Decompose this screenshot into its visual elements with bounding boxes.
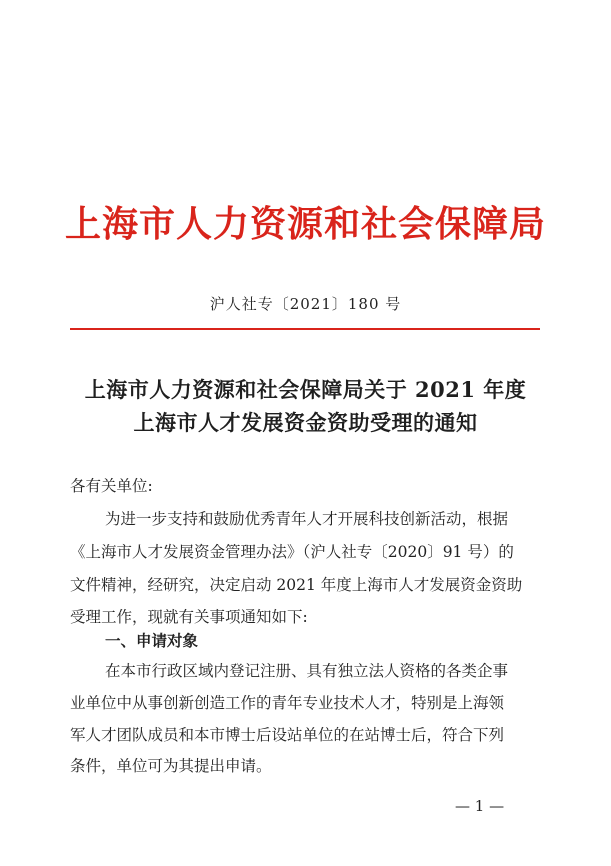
paragraph-2-line: 条件，单位可为其提出申请。 (70, 757, 272, 775)
paragraph-1-line: 《上海市人才发展资金管理办法》（沪人社专〔2020〕91 号）的 (70, 543, 514, 561)
paragraph-1-line: 文件精神，经研究，决定启动 2021 年度上海市人才发展资金资助 (70, 576, 523, 594)
page-number: — 1 — (455, 797, 505, 815)
document-number: 沪人社专〔2021〕180 号 (209, 295, 402, 313)
paragraph-2-line: 在本市行政区域内登记注册、具有独立法人资格的各类企事 (105, 662, 509, 680)
paragraph-1-line: 受理工作，现就有关事项通知如下: (70, 608, 308, 626)
section-heading: 一、申请对象 (105, 632, 199, 650)
document-title-line-1: 上海市人力资源和社会保障局关于 2021 年度 (84, 377, 527, 402)
paragraph-1-line: 为进一步支持和鼓励优秀青年人才开展科技创新活动，根据 (105, 510, 509, 528)
issuer-header: 上海市人力资源和社会保障局 (64, 203, 546, 245)
document-title-line-2: 上海市人才发展资金资助受理的通知 (133, 410, 478, 435)
paragraph-2-line: 军人才团队成员和本市博士后设站单位的在站博士后，符合下列 (70, 726, 505, 744)
paragraph-2-line: 业单位中从事创新创造工作的青年专业技术人才，特别是上海领 (70, 694, 505, 712)
salutation: 各有关单位: (70, 477, 153, 495)
red-divider-line (70, 328, 540, 330)
